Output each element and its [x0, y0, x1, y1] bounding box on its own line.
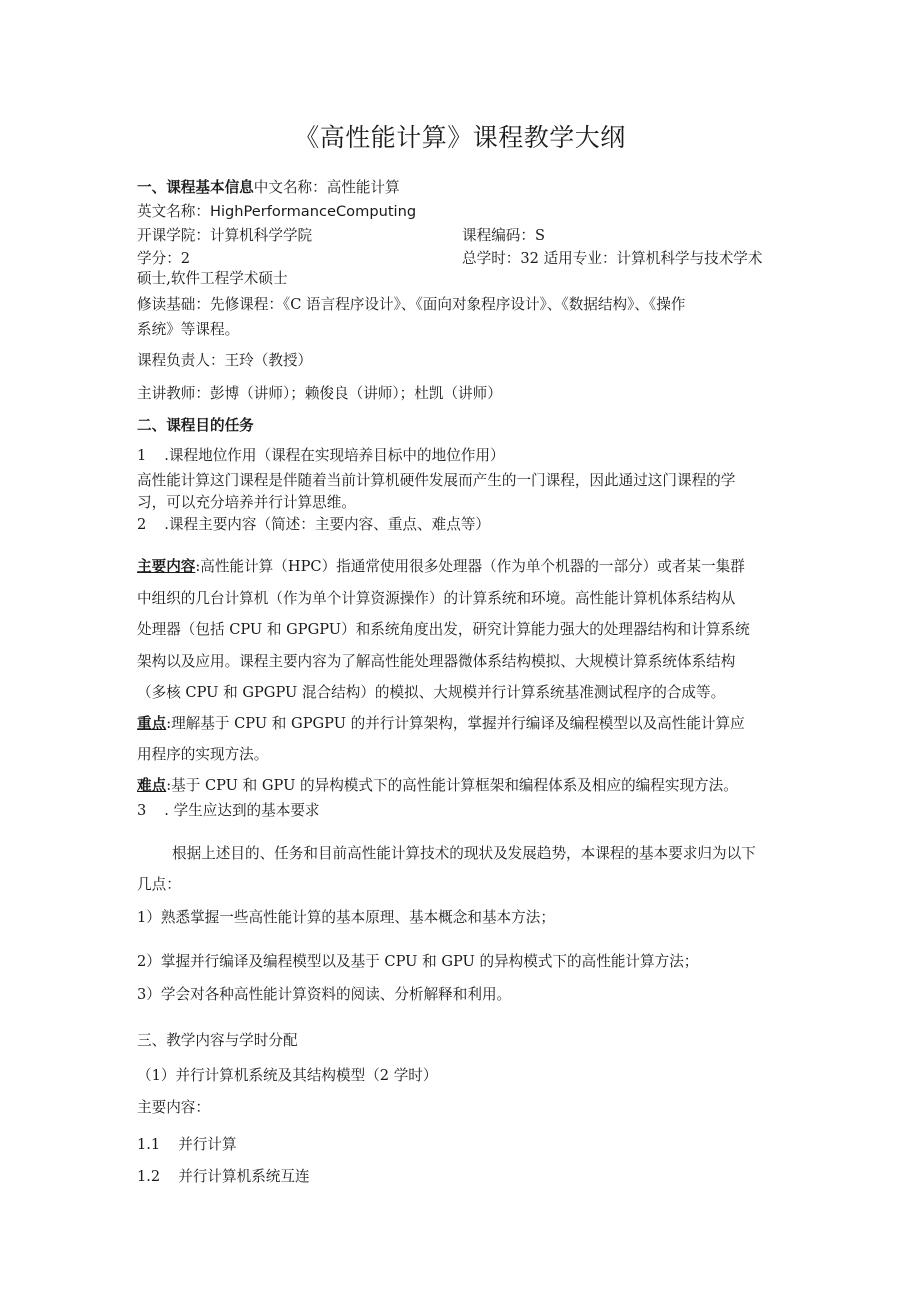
main-content-text-4: 架构以及应用。课程主要内容为了解高性能处理器微体系结构模拟、大规模计算系统体系结构 [137, 653, 736, 670]
topic-1-1-text: 并行计算 [178, 1136, 237, 1153]
credit: 学分：2 [137, 250, 191, 267]
difficulties-line [137, 777, 738, 795]
difficulties-label: 难点 [137, 777, 167, 794]
main-content-text-3: 处理器（包括 CPU 和 GPGPU）和系统角度出发，研究计算能力强大的处理器结构和计算系统 [137, 621, 750, 638]
course-lead: 课程负责人：王玲（教授） [137, 352, 313, 369]
topic-1-2-number: 1.2 [137, 1168, 161, 1185]
subsection-3-title [137, 802, 320, 820]
key-points-text-1: :理解基于 CPU 和 GPGPU 的并行计算架构，掌握并行编译及编程模型以及高性能计算应 [166, 715, 745, 732]
topic-1-1 [137, 1136, 237, 1154]
subsection-1-label: .课程地位作用（课程在实现培养目标中的地位作用） [164, 447, 505, 464]
subsection-2-title [137, 516, 490, 534]
prerequisites-line-1: 修读基础：先修课程：《C 语言程序设计》、《面向对象程序设计》、《数据结构》、《操作 [137, 296, 686, 313]
english-name: 英文名称：HighPerformanceComputing [137, 203, 417, 220]
main-content-text-5: （多核 CPU 和 GPGPU 混合结构）的模拟、大规模并行计算系统基准测试程序的合成等。 [137, 684, 726, 701]
subsection-3-number: 3 [137, 802, 147, 819]
topic-1-2 [137, 1168, 310, 1186]
subsection-2-number: 2 [137, 516, 147, 533]
subsection-2-label: .课程主要内容（简述：主要内容、重点、难点等） [164, 516, 491, 533]
subsection-3-label: . 学生应达到的基本要求 [164, 802, 320, 819]
main-content-label: 主要内容 [137, 558, 196, 575]
main-content-text-2: 中组织的几台计算机（作为单个计算资源操作）的计算系统和环境。高性能计算机体系结构从 [137, 590, 736, 607]
unit-1-title: （1）并行计算机系统及其结构模型（2 学时） [137, 1067, 438, 1084]
subsection-1-text-1: 高性能计算这门课程是伴随着当前计算机硬件发展而产生的一门课程，因此通过这门课程的学 [137, 472, 736, 489]
section-heading-2: 二、课程目的任务 [137, 417, 254, 434]
subsection-1-text-2: 习，可以充分培养并行计算思维。 [137, 494, 356, 511]
topic-1-1-number: 1.1 [137, 1136, 161, 1153]
main-content-text-1: :高性能计算（HPC）指通常使用很多处理器（作为单个机器的一部分）或者某一集群 [195, 558, 745, 575]
section-heading-1: 一、课程基本信息 [137, 179, 254, 196]
key-points-line-1 [137, 715, 745, 733]
total-hours-majors: 总学时：32 适用专业：计算机科学与技术学术 [462, 250, 763, 267]
unit-1-main-content-label: 主要内容： [137, 1099, 210, 1116]
lecturers: 主讲教师：彭博（讲师）；赖俊良（讲师）；杜凯（讲师） [137, 385, 502, 402]
prerequisites-line-2: 系统》等课程。 [137, 321, 240, 338]
chinese-name: 中文名称：高性能计算 [253, 179, 400, 196]
section-heading-3: 三、教学内容与学时分配 [137, 1032, 298, 1049]
requirement-item-3: 3）学会对各种高性能计算资料的阅读、分析解释和利用。 [137, 986, 512, 1003]
requirements-intro-2: 几点： [137, 876, 181, 893]
requirement-item-2: 2）掌握并行编译及编程模型以及基于 CPU 和 GPU 的异构模式下的高性能计算方法； [137, 953, 699, 970]
requirement-item-1: 1）熟悉掌握一些高性能计算的基本原理、基本概念和基本方法； [137, 909, 555, 926]
document-title: 《高性能计算》课程教学大纲 [294, 123, 626, 152]
key-points-label: 重点 [137, 715, 167, 732]
requirements-intro-1: 根据上述目的、任务和目前高性能计算技术的现状及发展趋势，本课程的基本要求归为以下 [172, 845, 756, 862]
difficulties-text: :基于 CPU 和 GPU 的异构模式下的高性能计算框架和编程体系及相应的编程实现方法。 [166, 777, 738, 794]
topic-1-2-text: 并行计算机系统互连 [178, 1168, 310, 1185]
course-code: 课程编码：S [462, 227, 545, 244]
subsection-1-title [137, 447, 505, 465]
subsection-1-number: 1 [137, 447, 147, 464]
college: 开课学院：计算机科学学院 [137, 227, 313, 244]
course-basic-info-line [137, 179, 400, 197]
majors-continued: 硕士,软件工程学术硕士 [137, 270, 288, 287]
key-points-text-2: 用程序的实现方法。 [137, 746, 269, 763]
main-content-line-1 [137, 558, 745, 576]
